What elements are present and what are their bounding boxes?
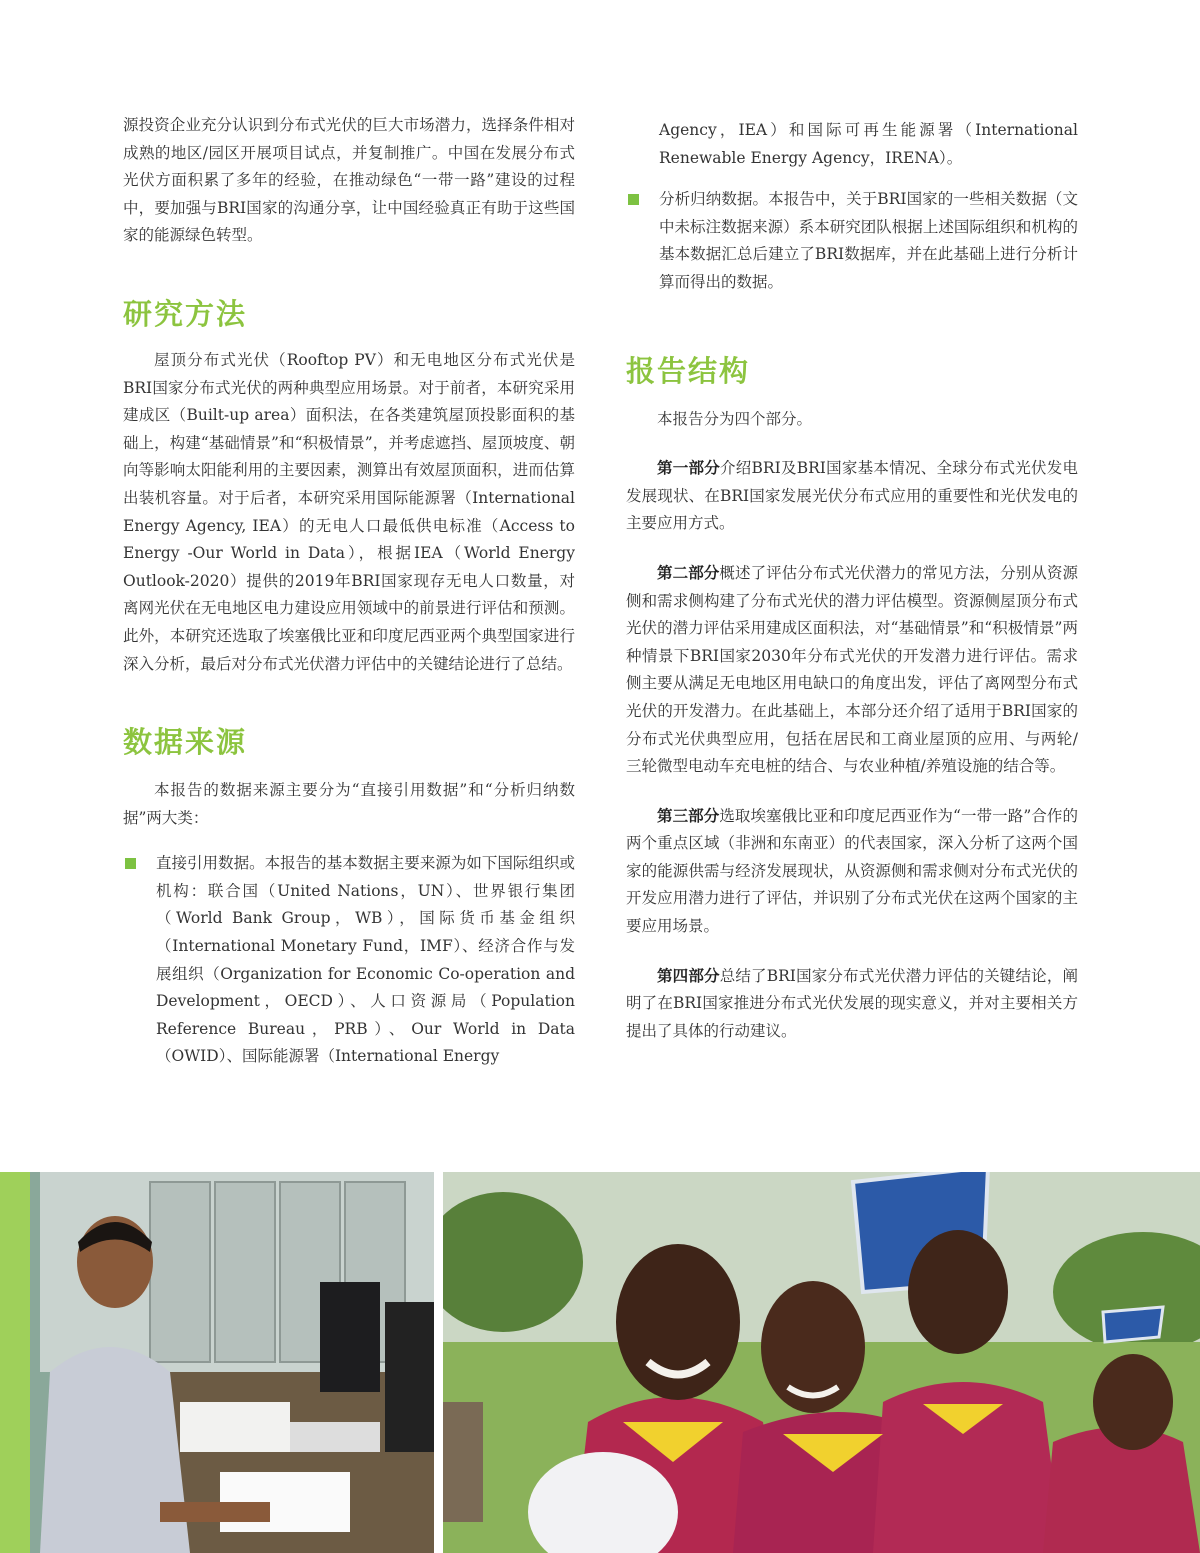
part4-paragraph: [626, 963, 1078, 1046]
intro-paragraph: 源投资企业充分认识到分布式光伏的巨大市场潜力，选择条件相对成熟的地区/园区开展项目试点，并复制推广。中国在发展分布式光伏方面积累了多年的经验，在推动绿色“一带一路”建设的过程中，要加强与BRI国家的沟通分享，让中国经验真正有助于这些国家的能源绿色转型。: [123, 116, 575, 245]
part3-lead: 第三部分: [657, 806, 720, 825]
bullet-analyzed-data-text: 分析归纳数据。本报告中，关于BRI国家的一些相关数据（文中未标注数据来源）系本研究团队根据上述国际组织和机构的基本数据汇总后建立了BRI数据库，并在此基础上进行分析计算而得出的数据。: [659, 190, 1078, 291]
part2-text: 概述了评估分布式光伏潜力的常见方法，分别从资源侧和需求侧构建了分布式光伏的潜力评估模型。资源侧屋顶分布式光伏的潜力评估采用建成区面积法，对“基础情景”和“积极情景”两种情景下BRI国家2030年分布式光伏的开发潜力进行评估。需求侧主要从满足无电地区用电缺口的角度出发，评估了离网型分布式光伏的开发潜力。在此基础上，本部分还介绍了适用于BRI国家的分布式光伏典型应用，包括在居民和工商业屋顶的应用、与两轮/三轮微型电动车充电桩的结合、与农业种植/养殖设施的结合等。: [626, 563, 1078, 776]
bullet-direct-data-continued: Agency，IEA）和国际可再生能源署（International Renewable Energy Agency，IRENA）。: [659, 121, 1078, 167]
data-sources-paragraph: 本报告的数据来源主要分为“直接引用数据”和“分析归纳数据”两大类：: [123, 781, 575, 827]
right-column: [626, 117, 1078, 1045]
part1-paragraph: [626, 455, 1078, 538]
part2-paragraph: [626, 560, 1078, 781]
part4-lead: 第四部分: [657, 966, 720, 985]
part3-text: 选取埃塞俄比亚和印度尼西亚作为“一带一路”合作的两个重点区域（非洲和东南亚）的代表国家，深入分析了这两个国家的能源供需与经济发展现状，从资源侧和需求侧对分布式光伏的开发应用潜力进行了评估，并识别了分布式光伏在这两个国家的主要应用场景。: [626, 806, 1078, 936]
report-structure-heading: 报告结构: [626, 353, 751, 388]
data-sources-heading: 数据来源: [123, 725, 248, 760]
bullet-direct-data: [123, 850, 575, 1071]
bullet-analyzed-data: [626, 186, 1078, 296]
children-solar-illustration: [443, 1172, 1200, 1553]
part1-text: 介绍BRI及BRI国家基本情况、全球分布式光伏发电发展现状、在BRI国家发展光伏分布式应用的重要性和光伏发电的主要应用方式。: [626, 459, 1078, 533]
office-worker-illustration: [0, 1172, 434, 1553]
part1-lead: 第一部分: [657, 459, 721, 478]
bullet-direct-data-text: 直接引用数据。本报告的基本数据主要来源为如下国际组织或机构：联合国（United Nations，UN）、世界银行集团（World Bank Group，WB），国际货币基金组织（International Monetary Fund，IMF）、经济合作与发展组织（Organization for Economic Co-operation and Development，OECD）、人口资源局（Population Reference Bureau，PRB）、Our World in Data（OWID）、国际能源署（International Energy: [156, 854, 575, 1066]
left-column: [123, 112, 575, 1071]
part4-text: 总结了BRI国家分布式光伏潜力评估的关键结论，阐明了在BRI国家推进分布式光伏发展的现实意义，并对主要相关方提出了具体的行动建议。: [626, 966, 1078, 1040]
research-methods-heading: 研究方法: [123, 296, 248, 331]
part3-paragraph: [626, 803, 1078, 941]
photo-children-solar: [443, 1172, 1200, 1553]
report-structure-intro: 本报告分为四个部分。: [657, 409, 813, 428]
photo-office-worker: [0, 1172, 434, 1553]
bullet-square-icon: [125, 858, 136, 869]
part2-lead: 第二部分: [657, 563, 720, 582]
research-methods-paragraph: 屋顶分布式光伏（Rooftop PV）和无电地区分布式光伏是BRI国家分布式光伏的两种典型应用场景。对于前者，本研究采用建成区（Built-up area）面积法，在各类建筑屋顶投影面积的基础上，构建“基础情景”和“积极情景”，并考虑遮挡、屋顶坡度、朝向等影响太阳能利用的主要因素，测算出有效屋顶面积，进而估算出装机容量。对于后者，本研究采用国际能源署（International Energy Agency, IEA）的无电人口最低供电标准（Access to Energy -Our World in Data），根据IEA（World Energy Outlook-2020）提供的2019年BRI国家现存无电人口数量，对离网光伏在无电地区电力建设应用领域中的前景进行评估和预测。此外，本研究还选取了埃塞俄比亚和印度尼西亚两个典型国家进行深入分析，最后对分布式光伏潜力评估中的关键结论进行了总结。: [123, 350, 575, 673]
bullet-square-icon: [628, 194, 639, 205]
